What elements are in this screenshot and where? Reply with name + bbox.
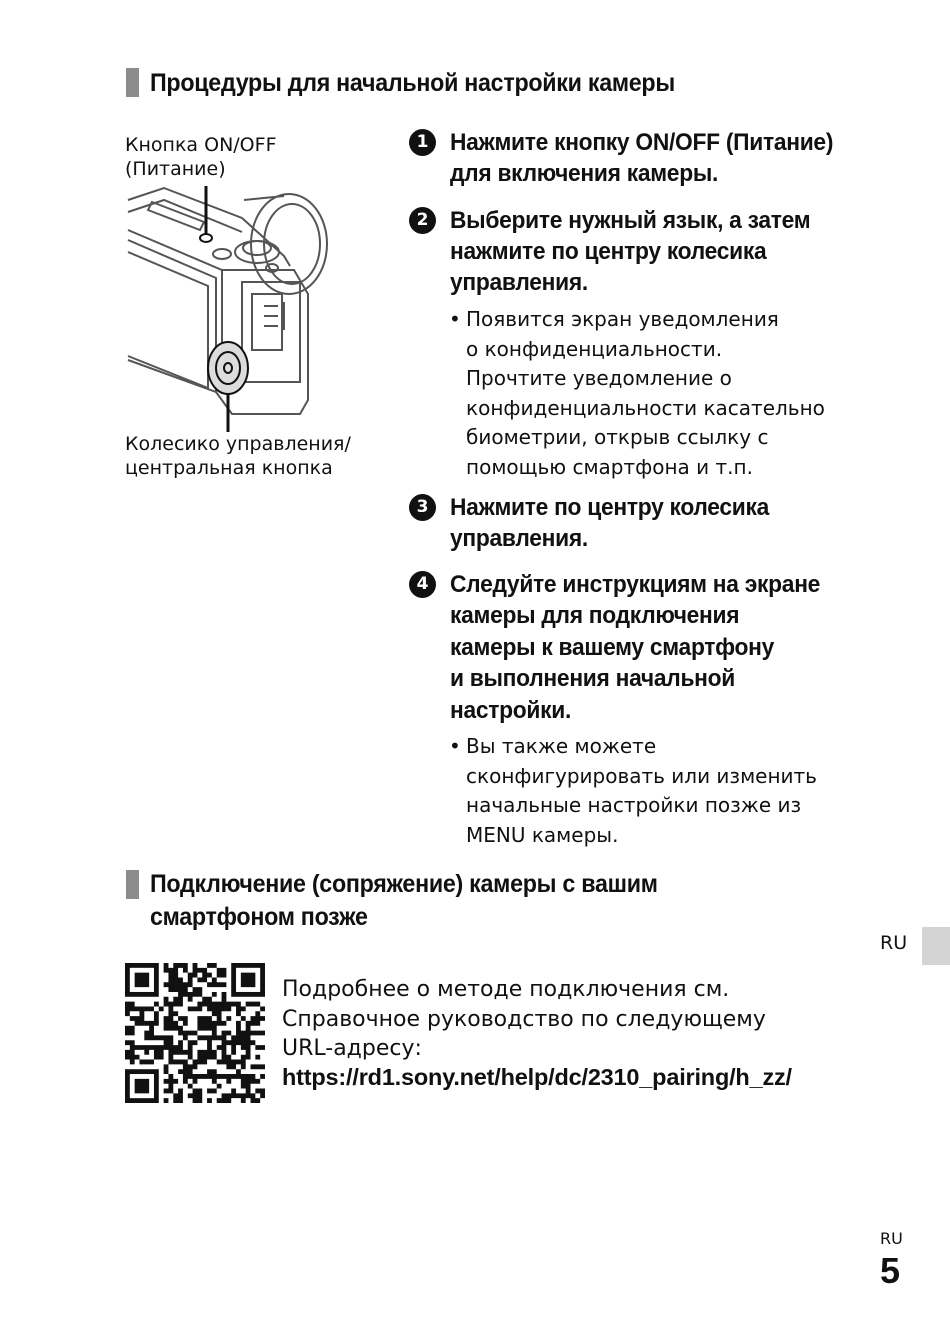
- step-1-line1: Нажмите кнопку ON/OFF (Питание): [450, 129, 834, 156]
- note-line: о конфиденциальности.: [466, 336, 723, 361]
- note-line: Вы также можете: [466, 734, 657, 758]
- language-label: RU: [880, 932, 908, 954]
- callout-wheel-line1: Колесико управления/: [125, 433, 351, 455]
- bullet: •: [449, 734, 461, 758]
- step-1-number: 1: [409, 129, 436, 156]
- section-marker: [126, 68, 139, 97]
- qr-code-icon: [125, 963, 265, 1103]
- note-line: биометрии, открыв ссылку с: [466, 425, 769, 449]
- step-4-line3: камеры к вашему смартфону: [450, 634, 775, 661]
- section-title-pairing-line1: Подключение (сопряжение) камеры с вашим: [150, 870, 658, 898]
- note-line: MENU камеры.: [466, 822, 619, 847]
- note-line: сконфигурировать или изменить: [466, 763, 817, 788]
- step-2-number: 2: [409, 207, 436, 234]
- section-title-pairing-line2: смартфоном позже: [150, 903, 368, 931]
- step-2-line2: нажмите по центру колесика: [450, 238, 767, 265]
- note-line: помощью смартфона и т.п.: [466, 454, 753, 479]
- step-3-line1: Нажмите по центру колесика: [450, 494, 770, 521]
- step-3-number: 3: [409, 494, 436, 521]
- step-1-line2: для включения камеры.: [450, 160, 719, 187]
- section-marker: [126, 870, 139, 899]
- step-4-line1: Следуйте инструкциям на экране: [450, 571, 821, 598]
- step-4-line2: камеры для подключения: [450, 602, 740, 629]
- step-4-number: 4: [409, 571, 436, 598]
- step-2-line1: Выберите нужный язык, а затем: [450, 207, 811, 234]
- note-line: конфиденциальности касательно: [466, 395, 825, 420]
- note-line: Прочтите уведомление о: [466, 366, 732, 390]
- language-tab: [922, 927, 950, 965]
- camera-illustration: [124, 182, 334, 432]
- callout-wheel-line2: центральная кнопка: [125, 457, 333, 479]
- footer-language: RU: [880, 1229, 903, 1248]
- note-line: начальные настройки позже из: [466, 793, 802, 817]
- step-2-line3: управления.: [450, 269, 588, 296]
- step-4-line5: настройки.: [450, 697, 572, 724]
- qr-description-line3: URL-адресу:: [282, 1036, 422, 1061]
- callout-onoff-line1: Кнопка ON/OFF: [125, 134, 277, 156]
- step-4-line4: и выполнения начальной: [450, 665, 736, 692]
- page-number: 5: [880, 1250, 901, 1291]
- step-3-line2: управления.: [450, 525, 588, 552]
- section-title-setup: Процедуры для начальной настройки камеры: [150, 69, 675, 97]
- pairing-url-link[interactable]: https://rd1.sony.net/help/dc/2310_pairing/h_zz/: [282, 1064, 792, 1090]
- note-line: Появится экран уведомления: [466, 307, 779, 331]
- bullet: •: [449, 307, 461, 331]
- callout-onoff-line2: (Питание): [125, 158, 226, 180]
- qr-description-line2: Справочное руководство по следующему: [282, 1007, 766, 1032]
- qr-description-line1: Подробнее о методе подключения см.: [282, 977, 730, 1002]
